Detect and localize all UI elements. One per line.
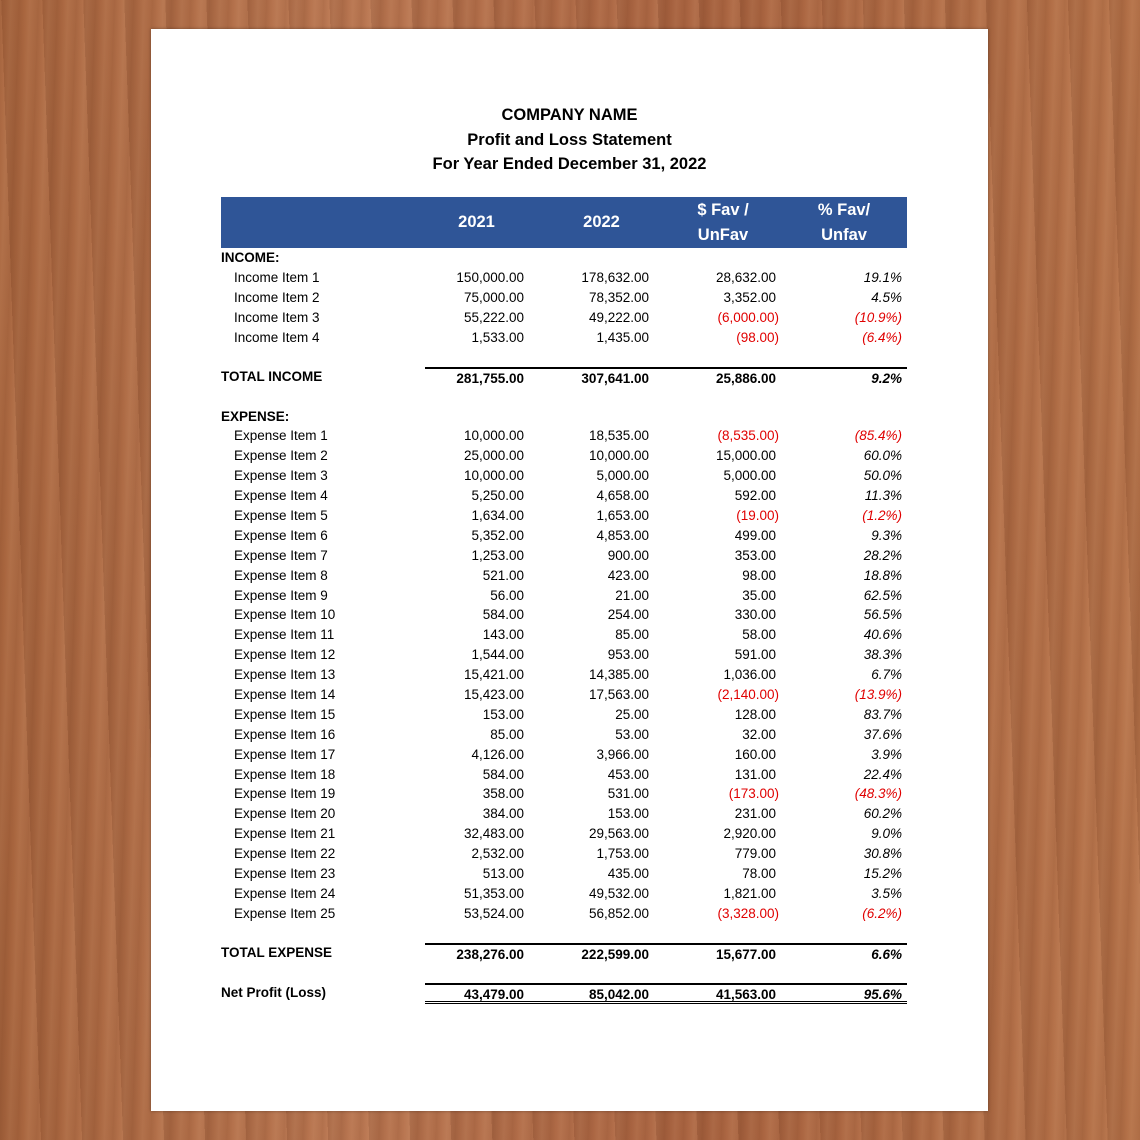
net-profit-row — [221, 983, 907, 1003]
row-label: TOTAL EXPENSE — [221, 945, 333, 961]
dollar-variance: 15,000.00 — [715, 448, 776, 464]
value-2021: 15,421.00 — [463, 667, 524, 683]
header-percent-fav-unfav: % Fav/ Unfav — [817, 200, 871, 244]
row-label: Expense Item 4 — [234, 488, 328, 504]
spacer — [221, 924, 907, 944]
value-2022: 17,563.00 — [588, 687, 649, 702]
row-label: Expense Item 6 — [234, 527, 328, 543]
dollar-variance: 15,677.00 — [653, 943, 783, 963]
expense-row — [221, 705, 907, 725]
value-2021: 4,126.00 — [471, 746, 524, 762]
percent-variance: 37.6% — [863, 726, 902, 742]
percent-variance: (6.2%) — [862, 905, 902, 921]
value-2022: 10,000.00 — [588, 448, 649, 464]
percent-variance: 60.2% — [863, 806, 902, 822]
row-label: TOTAL INCOME — [221, 369, 323, 385]
expense-row — [221, 804, 907, 824]
income-section-heading — [221, 248, 907, 268]
expense-section-heading — [221, 407, 907, 427]
row-label: Expense Item 14 — [234, 687, 336, 702]
dollar-variance: 330.00 — [734, 607, 776, 623]
percent-variance: 3.9% — [871, 746, 902, 762]
value-2022: 953.00 — [607, 647, 649, 663]
value-2022: 307,641.00 — [528, 367, 653, 387]
value-2022: 1,653.00 — [596, 507, 649, 523]
row-label: Income Item 1 — [234, 269, 320, 285]
expense-row — [221, 566, 907, 586]
row-label: Expense Item 12 — [234, 647, 336, 663]
header-2022: 2022 — [583, 213, 620, 231]
expense-row — [221, 884, 907, 904]
dollar-variance: (3,328.00) — [717, 905, 779, 921]
dollar-variance: 160.00 — [734, 746, 776, 762]
percent-variance: 60.0% — [863, 448, 902, 464]
value-2021: 358.00 — [482, 786, 524, 802]
percent-variance: 38.3% — [863, 647, 902, 663]
percent-variance: 62.5% — [863, 587, 902, 603]
expense-row — [221, 526, 907, 546]
dollar-variance: (19.00) — [736, 507, 779, 523]
row-label: Expense Item 20 — [234, 806, 336, 822]
value-2022: 85,042.00 — [528, 983, 653, 1004]
dollar-variance: 58.00 — [742, 627, 776, 643]
value-2022: 21.00 — [615, 587, 649, 603]
value-2022: 53.00 — [615, 726, 649, 742]
expense-row — [221, 784, 907, 804]
expense-row — [221, 586, 907, 606]
row-label: Expense Item 21 — [234, 826, 336, 842]
value-2021: 32,483.00 — [463, 826, 524, 842]
expense-row — [221, 426, 907, 446]
table-header — [221, 197, 907, 248]
value-2022: 435.00 — [607, 866, 649, 882]
value-2021: 2,532.00 — [471, 846, 524, 862]
percent-variance: 11.3% — [864, 488, 902, 504]
percent-variance: 9.2% — [783, 367, 907, 387]
row-label: Income Item 2 — [234, 289, 320, 305]
value-2021: 584.00 — [482, 766, 524, 782]
row-label: Expense Item 5 — [234, 507, 328, 523]
value-2021: 521.00 — [482, 567, 524, 583]
pl-table — [221, 197, 907, 1003]
row-label: Expense Item 25 — [234, 905, 336, 921]
value-2021: 10,000.00 — [463, 468, 524, 484]
row-label: Expense Item 8 — [234, 567, 328, 583]
row-label: Expense Item 3 — [234, 468, 328, 484]
company-name: COMPANY NAME — [501, 106, 638, 124]
value-2022: 153.00 — [607, 806, 649, 822]
value-2021: 384.00 — [482, 806, 524, 822]
expense-row — [221, 625, 907, 645]
dollar-variance: 25,886.00 — [653, 367, 783, 387]
percent-variance: 50.0% — [863, 468, 902, 484]
row-label: Net Profit (Loss) — [221, 984, 327, 1000]
spacer — [221, 387, 907, 407]
dollar-variance: (8,535.00) — [717, 428, 779, 444]
dollar-variance: 779.00 — [734, 846, 776, 862]
value-2021: 281,755.00 — [425, 367, 528, 387]
row-label: Expense Item 15 — [234, 706, 336, 722]
expense-row — [221, 685, 907, 705]
expense-row — [221, 904, 907, 924]
row-label: Expense Item 22 — [234, 846, 336, 862]
value-2022: 3,966.00 — [596, 746, 649, 762]
percent-variance: 30.8% — [863, 846, 902, 862]
percent-variance: 28.2% — [863, 547, 902, 563]
row-label: Expense Item 16 — [234, 726, 336, 742]
row-label: Expense Item 11 — [234, 627, 335, 643]
percent-variance: (10.9%) — [854, 309, 902, 325]
value-2022: 5,000.00 — [596, 468, 649, 484]
section-label: INCOME: — [221, 250, 280, 265]
value-2021: 5,250.00 — [471, 488, 524, 504]
row-label: Expense Item 10 — [234, 607, 336, 623]
value-2022: 4,658.00 — [596, 488, 649, 504]
dollar-variance: 35.00 — [742, 587, 776, 603]
percent-variance: 9.3% — [871, 527, 902, 543]
value-2022: 1,753.00 — [596, 846, 649, 862]
value-2022: 423.00 — [607, 567, 649, 583]
statement-period: For Year Ended December 31, 2022 — [432, 155, 707, 173]
expense-row — [221, 486, 907, 506]
value-2021: 1,544.00 — [471, 647, 524, 663]
percent-variance: 19.1% — [863, 269, 902, 285]
value-2022: 56,852.00 — [588, 905, 649, 921]
percent-variance: 95.6% — [783, 983, 907, 1004]
row-label: Expense Item 24 — [234, 885, 336, 901]
percent-variance: (85.4%) — [854, 428, 902, 444]
income-row — [221, 308, 907, 328]
spacer — [221, 963, 907, 983]
header-label-col — [221, 197, 425, 248]
dollar-variance: 3,352.00 — [723, 289, 776, 305]
income-row — [221, 328, 907, 348]
value-2022: 29,563.00 — [588, 826, 649, 842]
value-2021: 75,000.00 — [463, 289, 524, 305]
dollar-variance: 98.00 — [742, 567, 776, 583]
dollar-variance: (2,140.00) — [717, 687, 779, 702]
percent-variance: 3.5% — [871, 885, 902, 901]
row-label: Expense Item 13 — [234, 667, 336, 683]
value-2022: 78,352.00 — [588, 289, 649, 305]
expense-row — [221, 546, 907, 566]
value-2022: 900.00 — [607, 547, 649, 563]
percent-variance: 83.7% — [863, 706, 902, 722]
value-2021: 15,423.00 — [463, 687, 524, 702]
row-label: Expense Item 9 — [234, 587, 328, 603]
dollar-variance: 2,920.00 — [723, 826, 776, 842]
percent-variance: 6.7% — [871, 667, 902, 683]
value-2021: 85.00 — [490, 726, 524, 742]
row-label: Expense Item 1 — [234, 428, 328, 444]
value-2022: 25.00 — [615, 706, 649, 722]
dollar-variance: 5,000.00 — [723, 468, 776, 484]
statement-title: Profit and Loss Statement — [467, 130, 672, 149]
value-2022: 1,435.00 — [596, 329, 649, 345]
row-label: Expense Item 23 — [234, 866, 336, 882]
dollar-variance: 499.00 — [734, 527, 776, 543]
percent-variance: (6.4%) — [862, 329, 902, 345]
value-2022: 4,853.00 — [596, 527, 649, 543]
percent-variance: 40.6% — [863, 627, 902, 643]
row-label: Income Item 4 — [234, 329, 320, 345]
dollar-variance: (6,000.00) — [717, 309, 779, 325]
dollar-variance: 32.00 — [742, 726, 776, 742]
row-label: Expense Item 19 — [234, 786, 336, 802]
percent-variance: 6.6% — [783, 943, 907, 963]
dollar-variance: 78.00 — [742, 866, 776, 882]
value-2022: 178,632.00 — [581, 269, 649, 285]
value-2021: 150,000.00 — [456, 269, 524, 285]
percent-variance: 22.4% — [863, 766, 902, 782]
value-2022: 85.00 — [615, 627, 649, 643]
statement-title-block — [151, 103, 988, 177]
percent-variance: 9.0% — [871, 826, 902, 842]
row-label: Expense Item 18 — [234, 766, 336, 782]
value-2021: 25,000.00 — [463, 448, 524, 464]
dollar-variance: 353.00 — [734, 547, 776, 563]
value-2022: 222,599.00 — [528, 943, 653, 963]
value-2022: 254.00 — [607, 607, 649, 623]
dollar-variance: 1,036.00 — [723, 667, 776, 683]
header-2021: 2021 — [458, 213, 495, 231]
value-2021: 153.00 — [482, 706, 524, 722]
expense-row — [221, 824, 907, 844]
percent-variance: 18.8% — [863, 567, 902, 583]
row-label: Expense Item 2 — [234, 448, 328, 464]
row-label: Expense Item 7 — [234, 547, 328, 563]
row-label: Income Item 3 — [234, 309, 320, 325]
dollar-variance: 1,821.00 — [723, 885, 776, 901]
row-label: Expense Item 17 — [234, 746, 336, 762]
dollar-variance: 128.00 — [734, 706, 776, 722]
expense-row — [221, 665, 907, 685]
expense-row — [221, 605, 907, 625]
total-income-row — [221, 367, 907, 387]
value-2021: 584.00 — [482, 607, 524, 623]
value-2021: 55,222.00 — [463, 309, 524, 325]
expense-row — [221, 466, 907, 486]
percent-variance: 4.5% — [871, 289, 902, 305]
expense-row — [221, 725, 907, 745]
percent-variance: (48.3%) — [854, 786, 902, 802]
spacer — [221, 347, 907, 367]
value-2022: 14,385.00 — [588, 667, 649, 683]
value-2022: 531.00 — [607, 786, 649, 802]
dollar-variance: 231.00 — [734, 806, 776, 822]
section-label: EXPENSE: — [221, 408, 290, 424]
expense-row — [221, 844, 907, 864]
dollar-variance: 41,563.00 — [653, 983, 783, 1004]
percent-variance: (1.2%) — [862, 507, 902, 523]
dollar-variance: 592.00 — [734, 488, 776, 504]
expense-row — [221, 446, 907, 466]
dollar-variance: 591.00 — [734, 647, 776, 663]
percent-variance: 15.2% — [863, 866, 902, 882]
total-expense-row — [221, 943, 907, 963]
dollar-variance: 131.00 — [734, 766, 776, 782]
value-2021: 1,533.00 — [471, 329, 524, 345]
dollar-variance: (98.00) — [736, 329, 779, 345]
value-2021: 1,253.00 — [471, 547, 524, 563]
value-2022: 49,222.00 — [588, 309, 649, 325]
value-2022: 453.00 — [607, 766, 649, 782]
value-2021: 238,276.00 — [425, 943, 528, 963]
dollar-variance: 28,632.00 — [715, 269, 776, 285]
value-2022: 49,532.00 — [588, 885, 649, 901]
expense-row — [221, 645, 907, 665]
value-2021: 5,352.00 — [471, 527, 524, 543]
expense-row — [221, 864, 907, 884]
value-2021: 53,524.00 — [463, 905, 524, 921]
value-2021: 1,634.00 — [471, 507, 524, 523]
value-2021: 513.00 — [482, 866, 524, 882]
expense-row — [221, 745, 907, 765]
income-row — [221, 268, 907, 288]
value-2021: 43,479.00 — [425, 983, 528, 1004]
dollar-variance: (173.00) — [728, 786, 779, 802]
expense-row — [221, 506, 907, 526]
value-2021: 143.00 — [482, 627, 524, 643]
value-2022: 18,535.00 — [588, 428, 649, 444]
income-row — [221, 288, 907, 308]
header-dollar-fav-unfav: $ Fav / UnFav — [697, 200, 749, 244]
value-2021: 56.00 — [490, 587, 524, 603]
percent-variance: (13.9%) — [854, 687, 902, 702]
value-2021: 10,000.00 — [463, 428, 524, 444]
percent-variance: 56.5% — [863, 607, 902, 623]
value-2021: 51,353.00 — [463, 885, 524, 901]
expense-row — [221, 765, 907, 785]
